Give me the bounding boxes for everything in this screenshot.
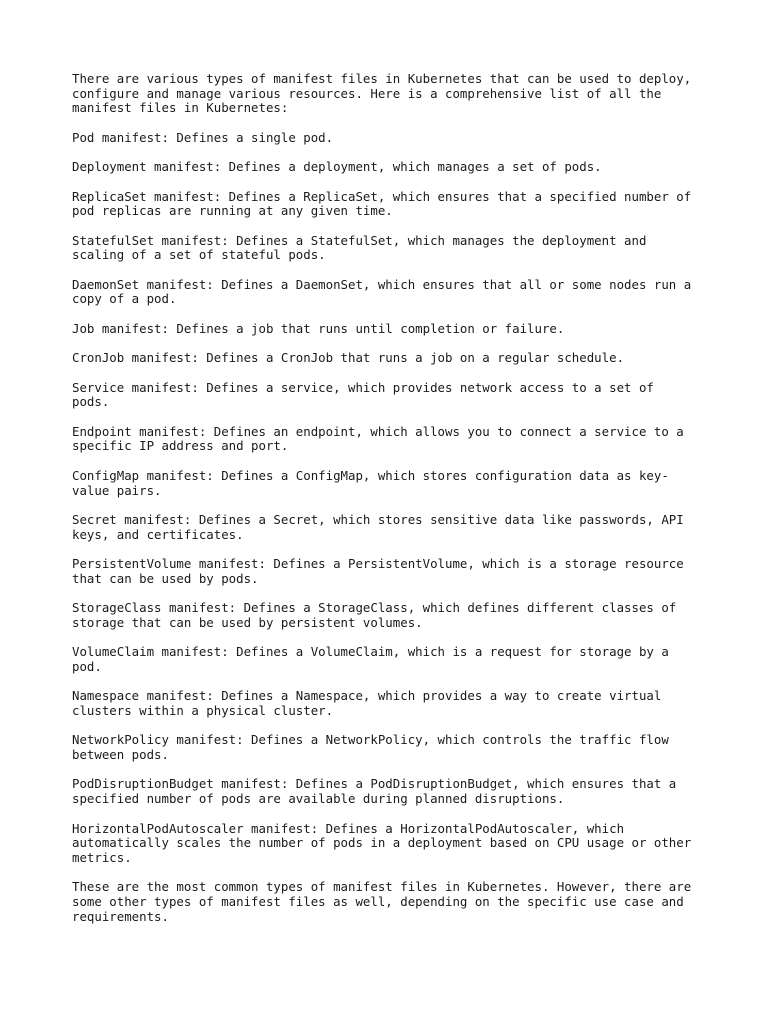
list-item-pod: Pod manifest: Defines a single pod. xyxy=(72,129,334,145)
list-item-daemonset: DaemonSet manifest: Defines a DaemonSet, which ensures that all or some nodes run a copy of a pod. xyxy=(72,276,692,307)
list-item-networkpolicy: NetworkPolicy manifest: Defines a NetworkPolicy, which controls the traffic flow between pods. xyxy=(72,732,669,763)
list-item-service: Service manifest: Defines a service, which provides network access to a set of pods. xyxy=(72,379,654,410)
list-item-horizontalpodautoscaler: HorizontalPodAutoscaler manifest: Defines a HorizontalPodAutoscaler, which automatically scales the number of pods in a deployment based on CPU usage or other metrics. xyxy=(72,820,692,865)
list-item-replicaset: ReplicaSet manifest: Defines a ReplicaSet, which ensures that a specified number of pod replicas are running at any given time. xyxy=(72,188,692,219)
list-item-poddisruptionbudget: PodDisruptionBudget manifest: Defines a PodDisruptionBudget, which ensures that a specified number of pods are available during planned disruptions. xyxy=(72,776,677,807)
list-item-cronjob: CronJob manifest: Defines a CronJob that runs a job on a regular schedule. xyxy=(72,350,625,366)
list-item-secret: Secret manifest: Defines a Secret, which stores sensitive data like passwords, API keys, and certificates. xyxy=(72,511,684,542)
list-item-job: Job manifest: Defines a job that runs until completion or failure. xyxy=(72,320,565,336)
outro-paragraph: These are the most common types of manifest files in Kubernetes. However, there are some other types of manifest files as well, depending on the specific use case and requirements. xyxy=(72,879,692,924)
document-page xyxy=(72,72,712,939)
list-item-statefulset: StatefulSet manifest: Defines a StatefulSet, which manages the deployment and scaling of a set of stateful pods. xyxy=(72,232,647,263)
list-item-namespace: Namespace manifest: Defines a Namespace, which provides a way to create virtual clusters within a physical cluster. xyxy=(72,688,662,718)
intro-paragraph: There are various types of manifest files in Kubernetes that can be used to deploy, configure and manage various resources. Here is a comprehensive list of all the manifest files in Kubernetes: xyxy=(72,71,692,116)
list-item-persistentvolume: PersistentVolume manifest: Defines a PersistentVolume, which is a storage resource that can be used by pods. xyxy=(72,556,684,586)
list-item-endpoint: Endpoint manifest: Defines an endpoint, which allows you to connect a service to a specific IP address and port. xyxy=(72,423,684,454)
list-item-deployment: Deployment manifest: Defines a deployment, which manages a set of pods. xyxy=(72,159,602,175)
list-item-volumeclaim: VolumeClaim manifest: Defines a VolumeClaim, which is a request for storage by a pod. xyxy=(72,644,669,674)
list-item-storageclass: StorageClass manifest: Defines a StorageClass, which defines different classes of storage that can be used by persistent volumes. xyxy=(72,600,677,630)
list-item-configmap: ConfigMap manifest: Defines a ConfigMap, which stores configuration data as key- value pairs. xyxy=(72,467,669,498)
